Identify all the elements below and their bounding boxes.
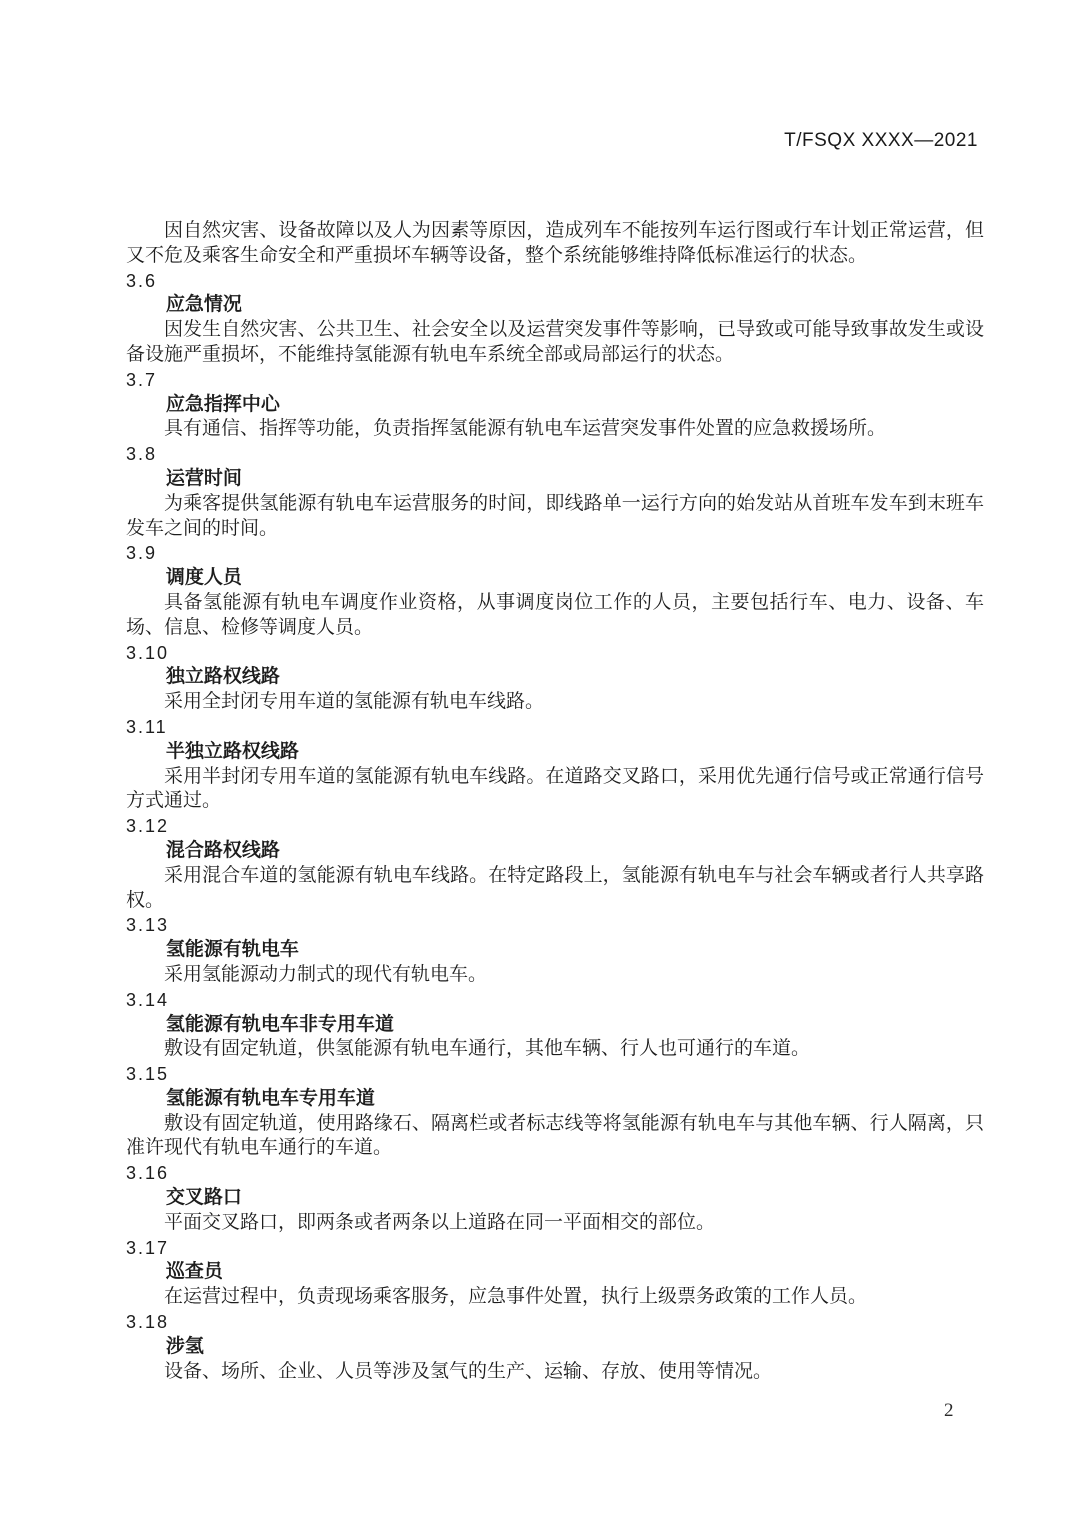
section-term: 半独立路权线路	[165, 740, 299, 762]
section-definition: 为乘客提供氢能源有轨电车运营服务的时间，即线路单一运行方向的始发站从首班车发车到末班车发车之间的时间。	[126, 492, 984, 539]
section-number: 3.8	[126, 444, 158, 465]
definition-section	[126, 641, 984, 715]
section-number: 3.7	[126, 369, 158, 390]
definition-section	[126, 1161, 984, 1235]
section-term: 交叉路口	[165, 1187, 242, 1209]
section-definition: 具备氢能源有轨电车调度作业资格，从事调度岗位工作的人员，主要包括行车、电力、设备、车场、信息、检修等调度人员。	[126, 591, 984, 638]
section-number: 3.6	[126, 270, 158, 291]
section-number: 3.12	[126, 816, 170, 837]
section-term: 氢能源有轨电车专用车道	[165, 1087, 375, 1109]
section-term: 应急情况	[165, 294, 242, 316]
definition-section	[126, 1236, 984, 1310]
definition-section	[126, 814, 984, 913]
section-term: 混合路权线路	[165, 839, 280, 861]
definition-section	[126, 1310, 984, 1384]
section-term: 氢能源有轨电车非专用车道	[165, 1013, 394, 1035]
definition-section	[126, 1062, 984, 1161]
definition-section	[126, 913, 984, 987]
definition-section	[126, 715, 984, 814]
section-definition: 具有通信、指挥等功能，负责指挥氢能源有轨电车运营突发事件处置的应急救援场所。	[164, 418, 887, 440]
section-term: 氢能源有轨电车	[165, 939, 299, 961]
section-number: 3.9	[126, 543, 158, 564]
section-definition: 采用半封闭专用车道的氢能源有轨电车线路。在道路交叉路口，采用优先通行信号或正常通行信号方式通过。	[126, 765, 984, 812]
section-number: 3.17	[126, 1237, 170, 1258]
continuation-paragraph: 因自然灾害、设备故障以及人为因素等原因，造成列车不能按列车运行图或行车计划正常运营，但又不危及乘客生命安全和严重损坏车辆等设备，整个系统能够维持降低标准运行的状态。	[126, 220, 984, 266]
definition-section	[126, 988, 984, 1062]
section-definition: 采用混合车道的氢能源有轨电车线路。在特定路段上，氢能源有轨电车与社会车辆或者行人共享路权。	[126, 864, 984, 911]
definition-section	[126, 368, 984, 442]
section-definition: 设备、场所、企业、人员等涉及氢气的生产、运输、存放、使用等情况。	[164, 1360, 773, 1382]
section-definition: 采用全封闭专用车道的氢能源有轨电车线路。	[164, 691, 545, 713]
section-definition: 平面交叉路口，即两条或者两条以上道路在同一平面相交的部位。	[164, 1211, 716, 1233]
section-definition: 在运营过程中，负责现场乘客服务，应急事件处置，执行上级票务政策的工作人员。	[164, 1286, 868, 1308]
section-definition: 敷设有固定轨道，供氢能源有轨电车通行，其他车辆、行人也可通行的车道。	[164, 1038, 811, 1060]
section-term: 应急指挥中心	[165, 393, 280, 415]
section-term: 巡查员	[165, 1261, 223, 1283]
section-number: 3.13	[126, 915, 170, 936]
section-term: 调度人员	[165, 567, 242, 589]
section-term: 运营时间	[165, 467, 242, 489]
section-term: 涉氢	[165, 1335, 204, 1357]
definition-section	[126, 541, 984, 640]
terms-and-definitions-content	[126, 219, 984, 1384]
section-number: 3.11	[126, 716, 168, 737]
standard-code-header: T/FSQX XXXX—2021	[784, 130, 978, 151]
section-number: 3.10	[126, 642, 170, 663]
definition-sections	[126, 269, 984, 1385]
section-number: 3.15	[126, 1064, 170, 1085]
section-number: 3.14	[126, 989, 170, 1010]
section-definition: 敷设有固定轨道，使用路缘石、隔离栏或者标志线等将氢能源有轨电车与其他车辆、行人隔离，只准许现代有轨电车通行的车道。	[126, 1112, 984, 1159]
definition-section	[126, 269, 984, 368]
section-term: 独立路权线路	[165, 666, 280, 688]
section-number: 3.18	[126, 1312, 170, 1333]
section-definition: 因发生自然灾害、公共卫生、社会安全以及运营突发事件等影响，已导致或可能导致事故发生或设备设施严重损坏，不能维持氢能源有轨电车系统全部或局部运行的状态。	[126, 319, 984, 365]
definition-section	[126, 442, 984, 541]
page-number: 2	[944, 1400, 954, 1421]
section-number: 3.16	[126, 1163, 170, 1184]
section-definition: 采用氢能源动力制式的现代有轨电车。	[164, 963, 488, 985]
